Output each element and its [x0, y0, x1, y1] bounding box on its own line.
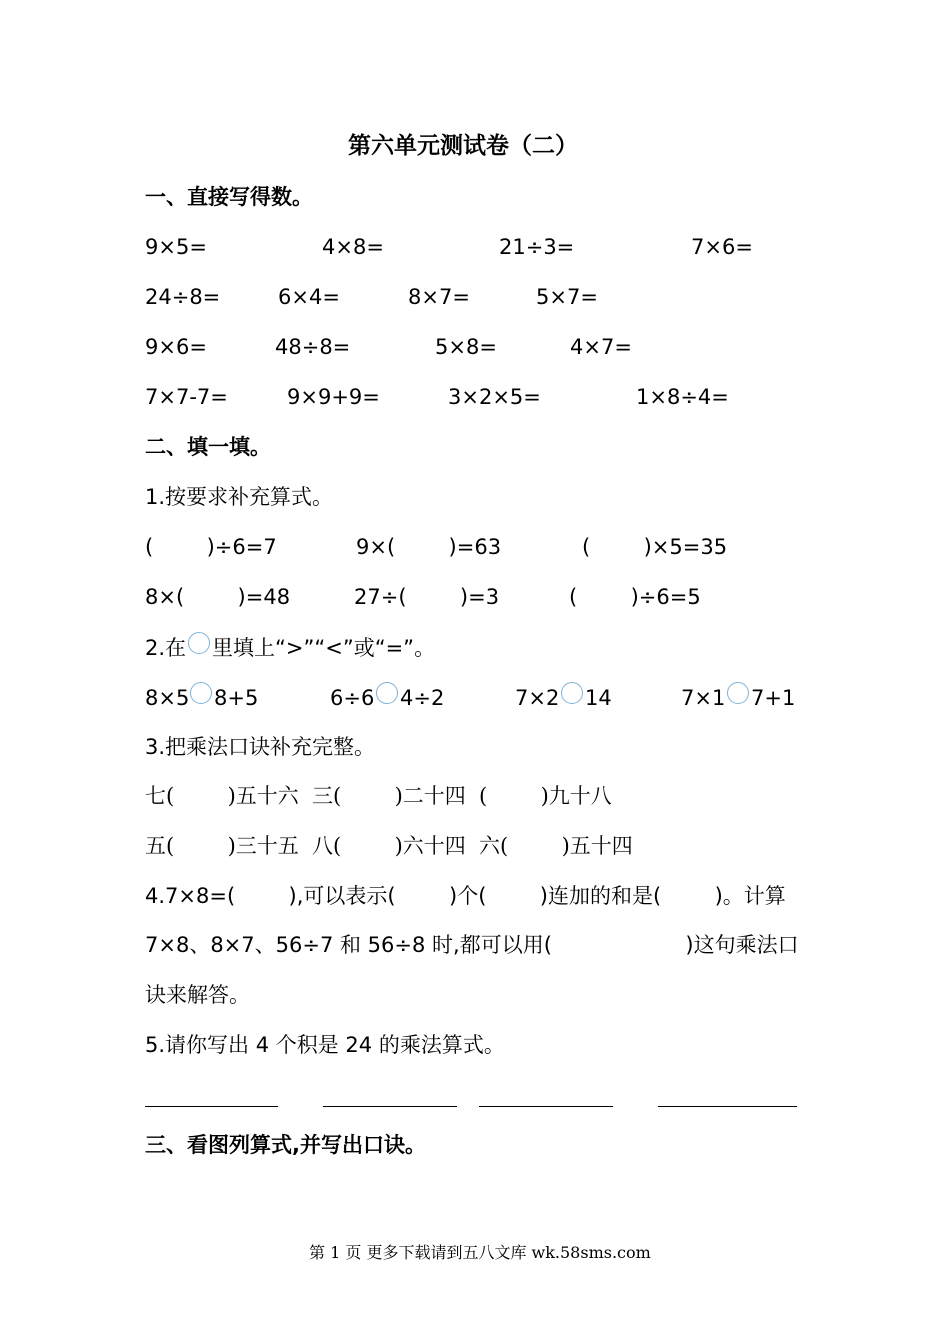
calc-item: 4×7= — [570, 335, 632, 359]
compare-right: 7+1 — [751, 686, 796, 710]
page-title: 第六单元测试卷（二） — [348, 132, 578, 159]
q4-line-3: 诀来解答。 — [145, 983, 250, 1007]
q4-line-2: 7×8、8×7、56÷7 和 56÷8 时,都可以用( )这句乘法口 — [145, 933, 799, 957]
calc-item: 3×2×5= — [448, 385, 541, 409]
calc-item: 48÷8= — [275, 335, 351, 359]
compare-circle[interactable] — [727, 682, 749, 704]
q2-label-end: 里填上“>”“<”或“=”。 — [212, 636, 436, 660]
calc-item: 21÷3= — [499, 235, 575, 259]
multiplication-rhyme-item: ( )九十八 — [479, 784, 612, 808]
q2-label-start: 2.在 — [145, 636, 187, 660]
fill-blank-item: 8×( )=48 — [145, 585, 291, 609]
calc-item: 1×8÷4= — [636, 385, 729, 409]
compare-right: 14 — [585, 686, 612, 710]
section1-heading: 一、直接写得数。 — [145, 185, 313, 209]
calc-item: 9×5= — [145, 235, 207, 259]
fill-blank-item: ( )÷6=5 — [569, 585, 701, 609]
section3-heading: 三、看图列算式,并写出口诀。 — [145, 1133, 426, 1157]
compare-left: 8×5 — [145, 686, 190, 710]
compare-left: 6÷6 — [330, 686, 375, 710]
calc-item: 8×7= — [408, 285, 470, 309]
calc-item: 5×8= — [435, 335, 497, 359]
page-footer: 第 1 页 更多下载请到五八文库 wk.58sms.com — [309, 1243, 651, 1262]
calc-item: 7×7-7= — [145, 385, 228, 409]
q1-label: 1.按要求补充算式。 — [145, 485, 334, 509]
compare-right: 4÷2 — [400, 686, 445, 710]
fill-blank-item: ( )×5=35 — [582, 535, 728, 559]
calc-item: 4×8= — [322, 235, 384, 259]
compare-left: 7×1 — [681, 686, 726, 710]
answer-line[interactable] — [145, 1106, 278, 1107]
fill-blank-item: 27÷( )=3 — [354, 585, 500, 609]
calc-item: 9×6= — [145, 335, 207, 359]
q4-line-1: 4.7×8=( ),可以表示( )个( )连加的和是( )。计算 — [145, 884, 786, 908]
calc-item: 7×6= — [691, 235, 753, 259]
multiplication-rhyme-item: 八( )六十四 — [312, 834, 466, 858]
answer-line[interactable] — [658, 1106, 797, 1107]
multiplication-rhyme-item: 三( )二十四 — [312, 784, 466, 808]
compare-left: 7×2 — [515, 686, 560, 710]
multiplication-rhyme-item: 六( )五十四 — [479, 834, 633, 858]
calc-item: 5×7= — [536, 285, 598, 309]
compare-circle[interactable] — [190, 682, 212, 704]
answer-line[interactable] — [479, 1106, 613, 1107]
answer-line[interactable] — [323, 1106, 457, 1107]
compare-right: 8+5 — [214, 686, 259, 710]
calc-item: 24÷8= — [145, 285, 221, 309]
fill-blank-item: ( )÷6=7 — [145, 535, 277, 559]
calc-item: 6×4= — [278, 285, 340, 309]
q3-label: 3.把乘法口诀补充完整。 — [145, 735, 376, 759]
section2-heading: 二、填一填。 — [145, 435, 271, 459]
compare-circle[interactable] — [376, 682, 398, 704]
calc-item: 9×9+9= — [287, 385, 380, 409]
comparison-circle-icon — [188, 632, 210, 654]
compare-circle[interactable] — [561, 682, 583, 704]
multiplication-rhyme-item: 五( )三十五 — [145, 834, 299, 858]
multiplication-rhyme-item: 七( )五十六 — [145, 784, 299, 808]
q5-label: 5.请你写出 4 个积是 24 的乘法算式。 — [145, 1033, 505, 1057]
fill-blank-item: 9×( )=63 — [356, 535, 502, 559]
